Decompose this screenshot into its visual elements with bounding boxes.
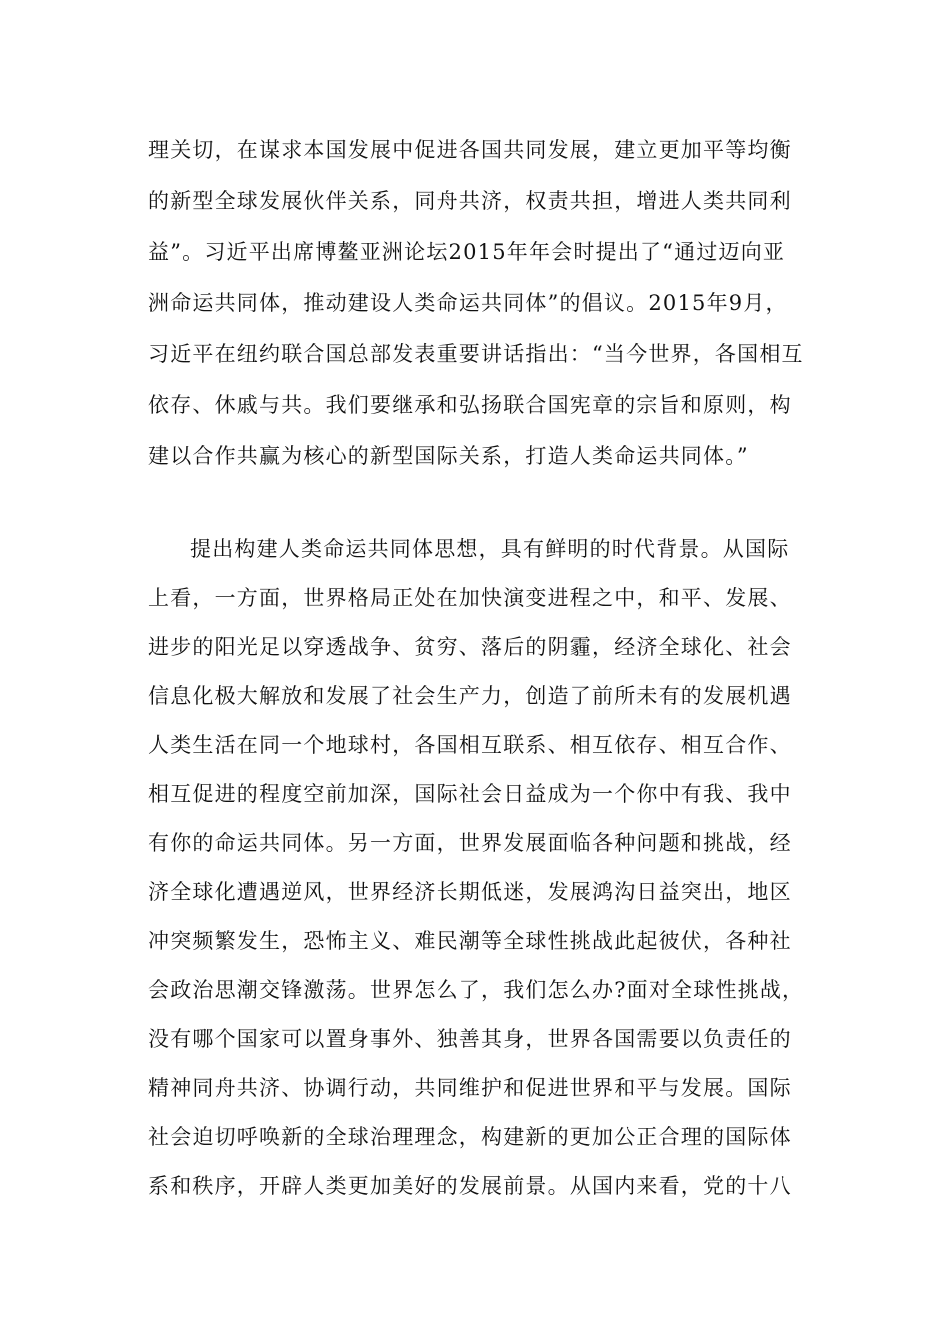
text-line: 没有哪个国家可以置身事外、独善其身，世界各国需要以负责任的 — [148, 1027, 792, 1051]
text-line: 的新型全球发展伙伴关系，同舟共济，权责共担，增进人类共同利 — [148, 189, 792, 213]
text-line: 人类生活在同一个地球村，各国相互联系、相互依存、相互合作、 — [148, 733, 792, 757]
text-line: 洲命运共同体，推动建设人类命运共同体”的倡议。2015年9月， — [148, 291, 788, 315]
text-line: 会政治思潮交锋激荡。世界怎么了，我们怎么办?面对全球性挑战， — [148, 978, 805, 1002]
text-line: 系和秩序，开辟人类更加美好的发展前景。从国内来看，党的十八 — [148, 1174, 792, 1198]
text-line: 精神同舟共济、协调行动，共同维护和促进世界和平与发展。国际 — [148, 1076, 792, 1100]
text-line: 相互促进的程度空前加深，国际社会日益成为一个你中有我、我中 — [148, 782, 792, 806]
text-line: 社会迫切呼唤新的全球治理理念，构建新的更加公正合理的国际体 — [148, 1125, 792, 1149]
text-line: 益”。习近平出席博鳌亚洲论坛2015年年会时提出了“通过迈向亚 — [148, 240, 786, 264]
text-line: 依存、休戚与共。我们要继承和弘扬联合国宪章的宗旨和原则，构 — [148, 393, 792, 417]
text-line: 进步的阳光足以穿透战争、贫穷、落后的阴霾，经济全球化、社会 — [148, 635, 792, 659]
text-line: 济全球化遭遇逆风，世界经济长期低迷，发展鸿沟日益突出，地区 — [148, 880, 792, 904]
text-line: 有你的命运共同体。另一方面，世界发展面临各种问题和挑战，经 — [148, 831, 792, 855]
text-line: 信息化极大解放和发展了社会生产力，创造了前所未有的发展机遇 — [148, 684, 792, 708]
text-line: 冲突频繁发生，恐怖主义、难民潮等全球性挑战此起彼伏，各种社 — [148, 929, 792, 953]
text-line: 提出构建人类命运共同体思想，具有鲜明的时代背景。从国际 — [190, 537, 790, 561]
text-line: 上看，一方面，世界格局正处在加快演变进程之中，和平、发展、 — [148, 586, 792, 610]
text-line: 理关切，在谋求本国发展中促进各国共同发展，建立更加平等均衡 — [148, 138, 792, 162]
text-line: 建以合作共赢为核心的新型国际关系，打造人类命运共同体。” — [148, 444, 749, 468]
text-line: 习近平在纽约联合国总部发表重要讲话指出：“当今世界，各国相互 — [148, 342, 804, 366]
